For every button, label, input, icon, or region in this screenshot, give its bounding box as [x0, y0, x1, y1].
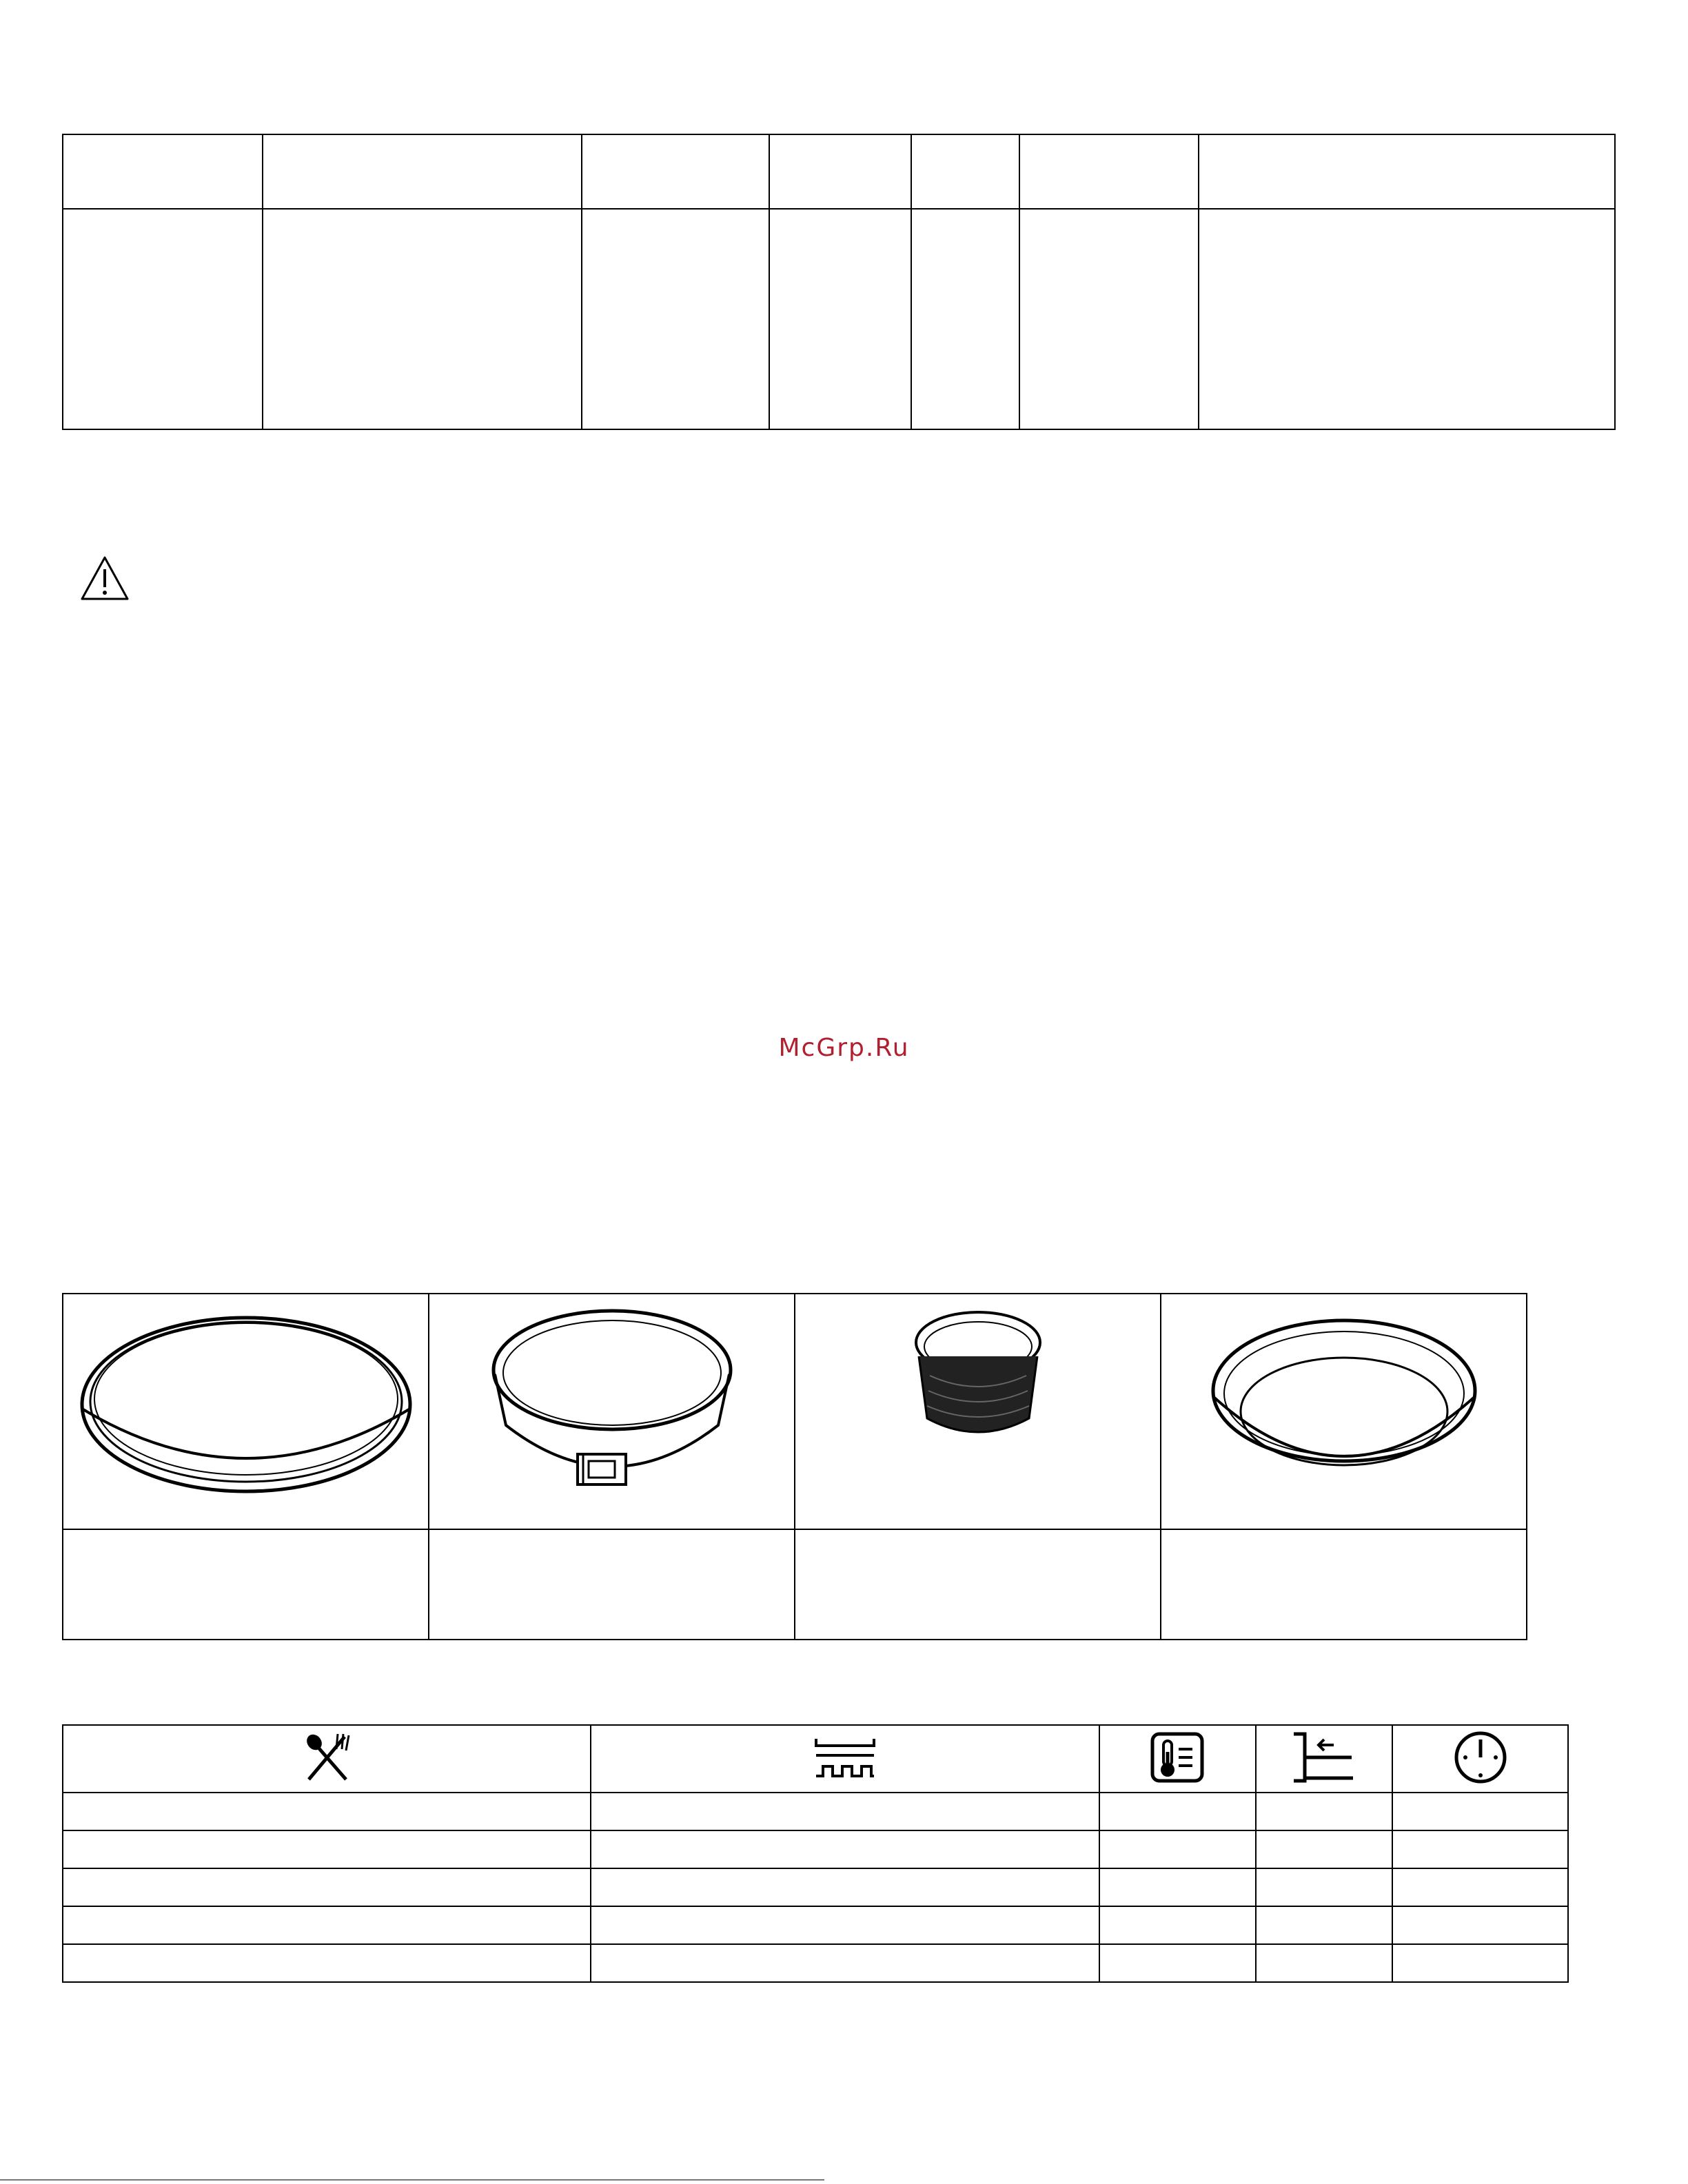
watermark: McGrp.Ru: [778, 1034, 910, 1062]
table-header-cell: [582, 134, 769, 209]
table-header-cell: [1199, 134, 1615, 209]
header-dish: [63, 1725, 591, 1793]
table-row: [63, 1830, 1568, 1868]
ramekin-icon: [888, 1301, 1068, 1522]
table-row: [63, 1793, 1568, 1830]
round-cake-pan-icon: [1199, 1308, 1489, 1515]
bakeware-image-cell: [795, 1294, 1161, 1529]
springform-pan-icon: [467, 1301, 757, 1522]
warning-triangle-icon: [80, 555, 130, 601]
bakeware-image-cell: [429, 1294, 795, 1529]
footer-divider: [0, 2179, 824, 2181]
heating-element-icon: [813, 1733, 877, 1782]
thermometer-icon: [1150, 1731, 1205, 1784]
table-header-cell: [263, 134, 582, 209]
table-header-cell: [769, 134, 911, 209]
table-header-cell: [1019, 134, 1199, 209]
table-cell: [911, 209, 1019, 429]
settings-table: [62, 134, 1616, 430]
timer-clock-icon: [1453, 1730, 1508, 1785]
bakeware-caption-cell: [795, 1529, 1161, 1640]
table-cell: [1019, 209, 1199, 429]
table-header-cell: [63, 134, 263, 209]
header-function: [591, 1725, 1099, 1793]
table-cell: [263, 209, 582, 429]
table-row: [63, 1944, 1568, 1982]
bakeware-image-cell: [1161, 1294, 1527, 1529]
fork-spoon-icon: [299, 1733, 354, 1782]
shelf-position-icon: [1291, 1731, 1357, 1784]
table-cell: [63, 209, 263, 429]
header-shelf: [1256, 1725, 1393, 1793]
bakeware-table: [62, 1293, 1527, 1640]
table-header-cell: [911, 134, 1019, 209]
table-cell: [769, 209, 911, 429]
pizza-tray-icon: [74, 1308, 418, 1515]
table-row: [63, 1868, 1568, 1906]
table-cell: [1199, 209, 1615, 429]
table-cell: [582, 209, 769, 429]
bakeware-image-cell: [63, 1294, 429, 1529]
bakeware-caption-cell: [429, 1529, 795, 1640]
header-time: [1392, 1725, 1568, 1793]
bakeware-caption-cell: [1161, 1529, 1527, 1640]
table-row: [63, 1906, 1568, 1944]
cooking-guide-table: [62, 1724, 1569, 1983]
header-temperature: [1099, 1725, 1256, 1793]
bakeware-caption-cell: [63, 1529, 429, 1640]
